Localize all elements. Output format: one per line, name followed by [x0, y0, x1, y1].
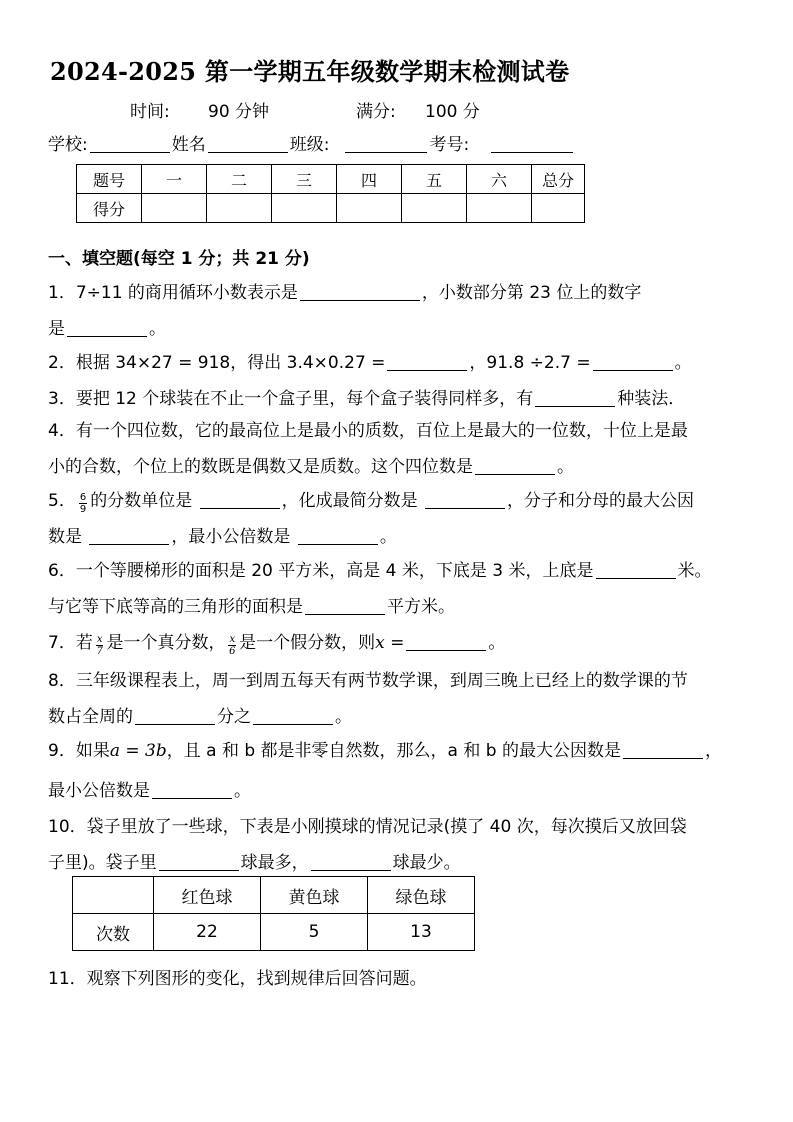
fraction-numerator: x	[229, 634, 236, 645]
score-header-cell: 五	[402, 165, 467, 194]
q6-text: 6．一个等腰梯形的面积是 20 平方米，高是 4 米，下底是 3 米，上底是	[48, 561, 594, 581]
answer-blank[interactable]	[406, 634, 486, 651]
q9-text: 9．如果	[48, 741, 110, 761]
section-heading: 一、填空题(每空 1 分；共 21 分)	[48, 249, 310, 269]
ball-count-row	[73, 914, 475, 951]
q5-text: 数是	[48, 527, 82, 547]
answer-blank[interactable]	[305, 598, 385, 615]
question-1	[48, 278, 641, 303]
q2-text: 。	[674, 353, 692, 373]
question-7	[48, 628, 505, 657]
answer-blank[interactable]	[135, 708, 215, 725]
ball-row-label: 次数	[73, 914, 154, 951]
score-row-label: 得分	[77, 194, 142, 223]
q9-text: ，	[704, 741, 722, 761]
student-info-line	[48, 130, 575, 155]
class-label: 班级:	[289, 135, 330, 155]
answer-blank[interactable]	[593, 354, 673, 371]
fraction	[228, 634, 236, 657]
answer-blank[interactable]	[425, 492, 505, 509]
score-header-row	[77, 165, 585, 194]
score-cell[interactable]	[402, 194, 467, 223]
q6-text: 与它等下底等高的三角形的面积是	[48, 597, 303, 617]
exam-no-blank[interactable]	[491, 136, 573, 153]
q7-text: 是一个真分数，	[106, 633, 226, 653]
q4-text: 。	[557, 457, 574, 477]
fraction	[79, 492, 87, 515]
q5-text: ，化成最简分数是	[281, 491, 418, 511]
q8-text: 分之	[217, 707, 251, 727]
score-header-cell: 二	[207, 165, 272, 194]
score-cell[interactable]	[207, 194, 272, 223]
full-score-label: 满分:	[356, 102, 396, 122]
answer-blank[interactable]	[535, 390, 615, 407]
school-label: 学校:	[48, 135, 88, 155]
q7-text: 7．若	[48, 633, 93, 653]
answer-blank[interactable]	[152, 782, 232, 799]
q8-text: 。	[335, 707, 352, 727]
q5-text: ，最小公倍数是	[171, 527, 291, 547]
answer-blank[interactable]	[623, 742, 703, 759]
time-label: 时间:	[130, 102, 170, 122]
q6-text: 米。	[677, 561, 712, 581]
name-blank[interactable]	[208, 136, 288, 153]
question-2	[48, 348, 692, 373]
q7-text: =	[384, 633, 405, 653]
ball-record-table	[72, 876, 475, 951]
score-header-cell: 题号	[77, 165, 142, 194]
question-9	[48, 736, 722, 761]
ball-header-cell: 绿色球	[368, 877, 475, 914]
question-10	[48, 812, 687, 837]
q2-text: ，91.8 ÷2.7 =	[469, 353, 591, 373]
answer-blank[interactable]	[475, 458, 555, 475]
q10-text: 子里)。袋子里	[48, 853, 157, 873]
score-cell[interactable]	[142, 194, 207, 223]
question-5	[48, 486, 694, 515]
question-8	[48, 666, 688, 691]
answer-blank[interactable]	[159, 854, 239, 871]
answer-blank[interactable]	[300, 284, 420, 301]
question-11: 11．观察下列图形的变化，找到规律后回答问题。	[48, 969, 427, 989]
fraction-numerator: 6	[79, 492, 87, 503]
score-header-cell: 一	[142, 165, 207, 194]
q7-text: 是一个假分数，则	[239, 633, 376, 653]
question-5-cont	[48, 522, 397, 547]
question-3	[48, 384, 685, 409]
exam-no-label: 考号:	[429, 135, 470, 155]
question-1-cont	[48, 314, 166, 339]
fraction-denominator: 9	[79, 504, 87, 515]
q9-text: 。	[234, 781, 251, 801]
ball-header-row	[73, 877, 475, 914]
full-score-value: 100 分	[425, 102, 480, 122]
answer-blank[interactable]	[311, 854, 391, 871]
q5-text: 的分数单位是	[90, 491, 193, 511]
question-4-cont	[48, 452, 574, 477]
time-value: 90 分钟	[208, 102, 270, 122]
score-cell[interactable]	[272, 194, 337, 223]
q3-text: 3．要把 12 个球装在不止一个盒子里，每个盒子装得同样多，有	[48, 389, 534, 409]
fraction	[96, 634, 104, 657]
q4-text: 4．有一个四位数，它的最高位上是最小的质数，百位上是最大的一位数，十位上是最	[48, 421, 688, 441]
score-header-cell: 六	[467, 165, 532, 194]
score-header-cell: 四	[337, 165, 402, 194]
q5-text: 。	[379, 527, 397, 547]
score-cell[interactable]	[467, 194, 532, 223]
fraction-numerator: x	[96, 634, 103, 645]
answer-blank[interactable]	[596, 562, 676, 579]
ball-count-cell: 22	[154, 914, 261, 951]
q1-text: 。	[149, 319, 166, 339]
question-6-cont	[48, 592, 455, 617]
score-cell[interactable]	[337, 194, 402, 223]
score-table	[76, 164, 585, 223]
q6-text: 平方米。	[387, 597, 455, 617]
name-label: 姓名	[171, 135, 206, 155]
q1-text: ，小数部分第 23 位上的数字	[421, 283, 642, 303]
ball-header-cell	[73, 877, 154, 914]
class-blank[interactable]	[345, 136, 427, 153]
q10-text: 球最少。	[392, 853, 461, 873]
q3-text: 种装法．	[617, 389, 686, 409]
answer-blank[interactable]	[67, 320, 147, 337]
q2-text: 2．根据 34×27 = 918，得出 3.4×0.27 =	[48, 353, 386, 373]
ball-header-cell: 黄色球	[261, 877, 368, 914]
variable: x	[375, 633, 385, 653]
ball-count-cell: 13	[368, 914, 475, 951]
answer-blank[interactable]	[200, 492, 280, 509]
score-cell[interactable]	[532, 194, 585, 223]
q10-text: 球最多，	[240, 853, 309, 873]
q4-text: 小的合数，个位上的数既是偶数又是质数。这个四位数是	[48, 457, 473, 477]
fraction-denominator: 7	[96, 646, 103, 657]
q5-text: ，分子和分母的最大公因	[507, 491, 695, 511]
q10-text: 10．袋子里放了一些球，下表是小刚摸球的情况记录(摸了 40 次，每次摸后又放回袋	[48, 817, 687, 837]
q7-text: 。	[488, 633, 506, 653]
answer-blank[interactable]	[89, 528, 169, 545]
q9-text: ，且 a 和 b 都是非零自然数，那么，a 和 b 的最大公因数是	[166, 741, 621, 761]
answer-blank[interactable]	[387, 354, 467, 371]
equation: a = 3b	[109, 741, 167, 761]
q1-text: 1．7÷11 的商用循环小数表示是	[48, 283, 298, 303]
fraction-denominator: 6	[229, 646, 236, 657]
score-header-cell: 总分	[532, 165, 585, 194]
q5-text: 5．	[48, 491, 76, 511]
q8-text: 8．三年级课程表上，周一到周五每天有两节数学课，到周三晚上已经上的数学课的节	[48, 671, 688, 691]
question-10-cont	[48, 848, 461, 873]
question-9-cont	[48, 776, 251, 801]
answer-blank[interactable]	[298, 528, 378, 545]
page-title: 2024-2025 第一学期五年级数学期末检测试卷	[50, 57, 570, 86]
q9-text: 最小公倍数是	[48, 781, 150, 801]
score-row	[77, 194, 585, 223]
question-6	[48, 556, 712, 581]
question-4	[48, 416, 688, 441]
answer-blank[interactable]	[253, 708, 333, 725]
q8-text: 数占全周的	[48, 707, 133, 727]
q1-text: 是	[48, 319, 65, 339]
school-blank[interactable]	[90, 136, 170, 153]
ball-count-cell: 5	[261, 914, 368, 951]
ball-header-cell: 红色球	[154, 877, 261, 914]
score-header-cell: 三	[272, 165, 337, 194]
question-8-cont	[48, 702, 352, 727]
